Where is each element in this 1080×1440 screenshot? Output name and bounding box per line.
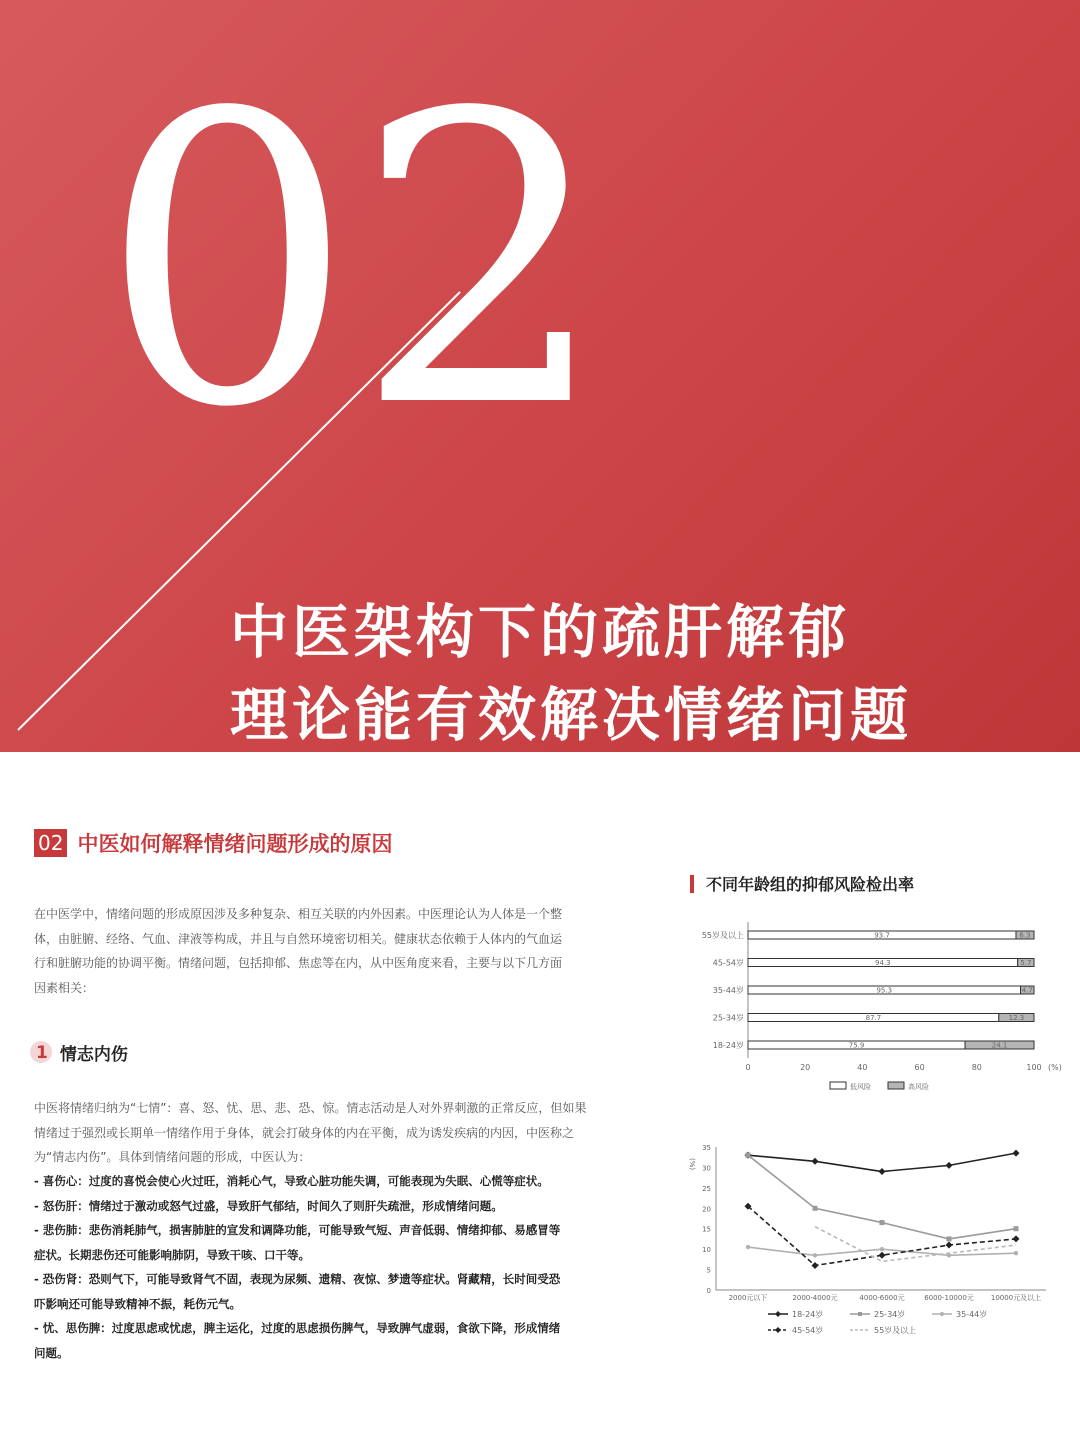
list-item: - 悲伤肺：悲伤消耗肺气，损害肺脏的宣发和调降功能，可能导致气短、声音低弱、情绪抑郁、易感冒等 <box>34 1223 561 1237</box>
line-legend-marker <box>775 1311 781 1317</box>
hero-title-line2: 理论能有效解决情绪问题 <box>230 681 913 749</box>
line-series-path <box>748 1155 1016 1239</box>
line-legend-marker <box>940 1312 944 1316</box>
line-point <box>946 1242 953 1249</box>
list-item: - 恐伤肾：恐则气下，可能导致肾气不固，表现为尿频、遗精、夜惊、梦遗等症状。肾藏精，长时间受恐 <box>34 1272 561 1286</box>
line-legend-label: 35-44岁 <box>956 1310 988 1319</box>
bar-value-label: 12.3 <box>1008 1014 1025 1022</box>
line-series-path <box>815 1227 1016 1262</box>
line-legend-label: 18-24岁 <box>792 1310 824 1319</box>
bar-value-label: 87.7 <box>865 1014 882 1022</box>
list-item: - 喜伤心：过度的喜悦会使心火过旺，消耗心气，导致心脏功能失调，可能表现为失眠、心慌等症状。 <box>34 1174 549 1188</box>
body-line: 情绪过于强烈或长期单一情绪作用于身体，就会打破身体的内在平衡，成为诱发疾病的内因，中医称之 <box>34 1125 575 1140</box>
bar-value-label: 95.3 <box>876 986 893 995</box>
line-point <box>1013 1150 1020 1157</box>
bar-x-tick-label: 40 <box>857 1063 868 1072</box>
bar-category-label: 18-24岁 <box>712 1041 744 1050</box>
line-point <box>746 1153 751 1158</box>
line-point <box>813 1253 817 1257</box>
line-y-tick-label: 30 <box>702 1164 711 1173</box>
line-y-unit-label: (%) <box>688 1158 696 1171</box>
bar-value-label: 75.9 <box>848 1041 865 1050</box>
line-point <box>1014 1226 1019 1231</box>
line-point <box>812 1262 819 1269</box>
line-x-tick-label: 2000元以下 <box>728 1294 768 1302</box>
line-y-tick-label: 15 <box>702 1225 711 1234</box>
list-item: - 忧、思伤脾：过度思虑或忧虑，脾主运化，过度的思虑损伤脾气，导致脾气虚弱，食欲下降，形成情绪 <box>34 1321 561 1335</box>
list-item: 症状。长期悲伤还可能影响肺阴，导致干咳、口干等。 <box>34 1247 310 1262</box>
bar-value-label: 24.1 <box>991 1041 1008 1050</box>
line-legend-marker <box>775 1327 781 1333</box>
bar-category-label: 35-44岁 <box>712 986 744 995</box>
bar-value-label: 6.3 <box>1019 931 1031 940</box>
line-x-tick-label: 4000-6000元 <box>859 1294 905 1302</box>
bar-x-tick-label: 80 <box>971 1063 982 1072</box>
bar-x-unit-label: (%) <box>1048 1063 1062 1072</box>
line-legend-label: 25-34岁 <box>874 1310 906 1319</box>
body-line: 为“情志内伤”。具体到情绪问题的形成，中医认为： <box>34 1150 311 1164</box>
line-legend-label: 45-54岁 <box>792 1326 824 1335</box>
line-point <box>1014 1251 1018 1255</box>
line-y-tick-label: 25 <box>702 1184 711 1193</box>
line-point <box>879 1168 886 1175</box>
hero-number: 02 <box>100 30 609 495</box>
line-y-tick-label: 0 <box>706 1287 711 1295</box>
line-y-tick-label: 35 <box>702 1144 711 1152</box>
line-y-tick-label: 10 <box>702 1246 711 1255</box>
bar-legend-swatch <box>830 1082 846 1089</box>
line-point <box>879 1252 886 1259</box>
intro-line: 在中医学中，情绪问题的形成原因涉及多种复杂、相互关联的内外因素。中医理论认为人体是一个整 <box>34 907 563 921</box>
line-point <box>1013 1235 1020 1242</box>
line-x-tick-label: 2000-4000元 <box>792 1294 838 1302</box>
line-legend-label: 55岁及以上 <box>874 1326 917 1335</box>
subsection-title: 情志内伤 <box>59 1045 128 1065</box>
line-x-tick-label: 10000元及以上 <box>990 1294 1042 1302</box>
bar-x-tick-label: 0 <box>745 1063 751 1072</box>
bar-value-label: 4.7 <box>1021 986 1033 995</box>
bar-legend-swatch <box>888 1082 904 1089</box>
bar-x-tick-label: 100 <box>1026 1063 1042 1072</box>
hero-title-line1: 中医架构下的疏肝解郁 <box>230 598 851 666</box>
list-item: - 怒伤肝：情绪过于激动或怒气过盛，导致肝气郁结，时间久了则肝失疏泄，形成情绪问题。 <box>34 1198 503 1213</box>
section-number-badge: 02 <box>34 829 67 857</box>
line-legend-marker <box>858 1312 862 1316</box>
list-item: 吓影响还可能导致精神不振，耗伤元气。 <box>34 1296 241 1311</box>
list-item: 问题。 <box>34 1345 69 1360</box>
bar-value-label: 94.3 <box>875 959 891 967</box>
line-point <box>812 1158 819 1165</box>
section-title: 中医如何解释情绪问题形成的原因 <box>77 832 393 856</box>
line-point <box>880 1247 884 1251</box>
bar-legend-label: 低风险 <box>850 1083 871 1091</box>
line-point <box>746 1245 750 1249</box>
bar-value-label: 5.7 <box>1020 959 1032 967</box>
intro-line: 因素相关： <box>34 980 95 995</box>
bar-category-label: 25-34岁 <box>712 1013 744 1023</box>
line-point <box>880 1220 885 1225</box>
bar-category-label: 45-54岁 <box>712 958 744 968</box>
bar-legend-label: 高风险 <box>908 1083 929 1091</box>
line-y-tick-label: 20 <box>702 1205 711 1214</box>
bar-x-tick-label: 20 <box>800 1063 811 1072</box>
line-x-tick-label: 6000-10000元 <box>924 1294 974 1302</box>
intro-line: 体，由脏腑、经络、气血、津液等构成，并且与自然环境密切相关。健康状态依赖于人体内的气血运 <box>34 931 563 946</box>
subsection-number: 1 <box>36 1042 48 1063</box>
bar-x-tick-label: 60 <box>914 1063 925 1072</box>
intro-line: 行和脏腑功能的协调平衡。情绪问题，包括抑郁、焦虑等在内，从中医角度来看，主要与以下几方面 <box>34 956 563 970</box>
line-point <box>946 1162 953 1169</box>
line-point <box>813 1206 818 1211</box>
body-line: 中医将情绪归纳为“七情”：喜、怒、忧、思、悲、恐、惊。情志活动是人对外界刺激的正常反应，但如果 <box>34 1101 587 1115</box>
bar-chart-title: 不同年龄组的抑郁风险检出率 <box>706 875 915 894</box>
bar-category-label: 55岁及以上 <box>701 931 744 940</box>
bar-value-label: 93.7 <box>874 931 890 940</box>
line-y-tick-label: 5 <box>706 1266 711 1275</box>
line-point <box>947 1236 952 1241</box>
